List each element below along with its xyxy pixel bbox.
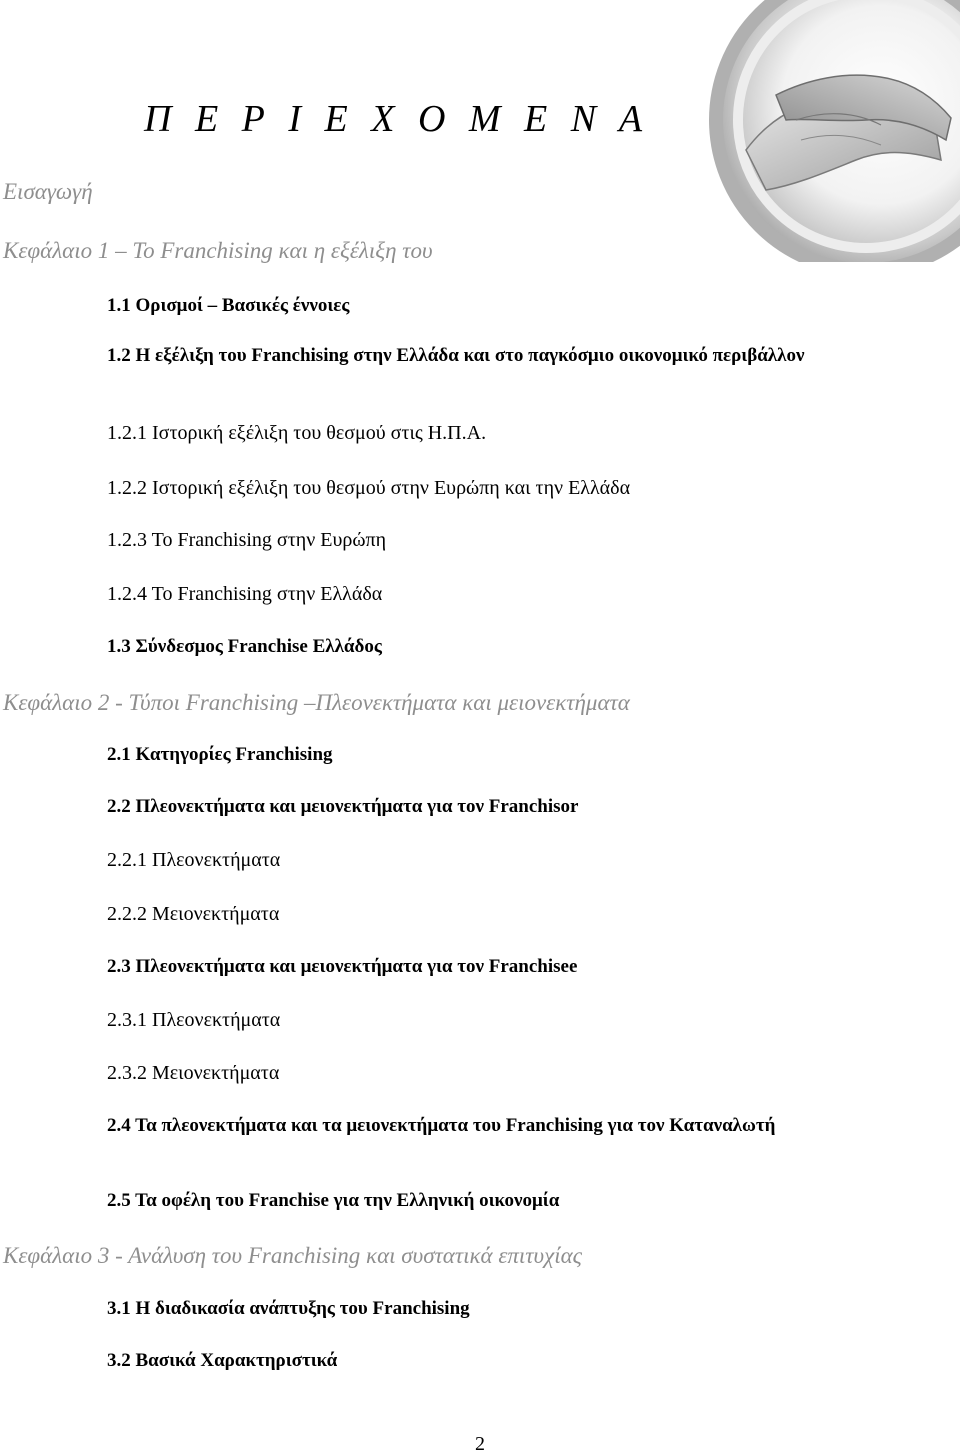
page-number: 2	[475, 1433, 485, 1455]
toc-entry-1-2: 1.2 Η εξέλιξη του Franchising στην Ελλάδα και στο παγκόσμιο οικονομικό περιβάλλον	[107, 345, 805, 366]
toc-entry-1-3: 1.3 Σύνδεσμος Franchise Ελλάδος	[107, 636, 382, 657]
toc-entry-1-1: 1.1 Ορισμοί – Βασικές έννοιες	[107, 295, 350, 316]
toc-entry-1-2-3: 1.2.3 Το Franchising στην Ευρώπη	[107, 529, 387, 551]
toc-entry-2-2-2: 2.2.2 Μειονεκτήματα	[107, 903, 280, 925]
toc-entry-2-3: 2.3 Πλεονεκτήματα και μειονεκτήματα για τον Franchisee	[107, 956, 578, 977]
toc-entry-2-2: 2.2 Πλεονεκτήματα και μειονεκτήματα για τον Franchisor	[107, 796, 579, 817]
chapter-1-heading: Κεφάλαιο 1 – Το Franchising και η εξέλιξη του	[3, 238, 433, 263]
chapter-2-heading: Κεφάλαιο 2 - Τύποι Franchising –Πλεονεκτήματα και μειονεκτήματα	[3, 690, 630, 715]
toc-entry-3-2: 3.2 Βασικά Χαρακτηριστικά	[107, 1350, 338, 1371]
handshake-emblem-icon	[706, 0, 960, 262]
toc-entry-2-4: 2.4 Τα πλεονεκτήματα και τα μειονεκτήματα του Franchising για τον Καταναλωτή	[107, 1115, 776, 1136]
toc-entry-2-1: 2.1 Κατηγορίες Franchising	[107, 744, 333, 765]
chapter-3-heading: Κεφάλαιο 3 - Ανάλυση του Franchising και συστατικά επιτυχίας	[3, 1243, 582, 1268]
toc-entry-1-2-1: 1.2.1 Ιστορική εξέλιξη του θεσμού στις Η.Π.Α.	[107, 422, 487, 444]
toc-entry-2-5: 2.5 Τα οφέλη του Franchise για την Ελληνική οικονομία	[107, 1190, 560, 1211]
toc-entry-3-1: 3.1 Η διαδικασία ανάπτυξης του Franchising	[107, 1298, 470, 1319]
page-title: Π Ε Ρ Ι Ε Χ Ο Μ Ε Ν Α	[144, 98, 650, 140]
introduction-heading: Εισαγωγή	[3, 179, 93, 204]
toc-entry-1-2-2: 1.2.2 Ιστορική εξέλιξη του θεσμού στην Ευρώπη και την Ελλάδα	[107, 477, 631, 499]
toc-entry-2-3-1: 2.3.1 Πλεονεκτήματα	[107, 1009, 281, 1031]
toc-entry-1-2-4: 1.2.4 Το Franchising στην Ελλάδα	[107, 583, 383, 605]
toc-entry-2-3-2: 2.3.2 Μειονεκτήματα	[107, 1062, 280, 1084]
toc-entry-2-2-1: 2.2.1 Πλεονεκτήματα	[107, 849, 281, 871]
